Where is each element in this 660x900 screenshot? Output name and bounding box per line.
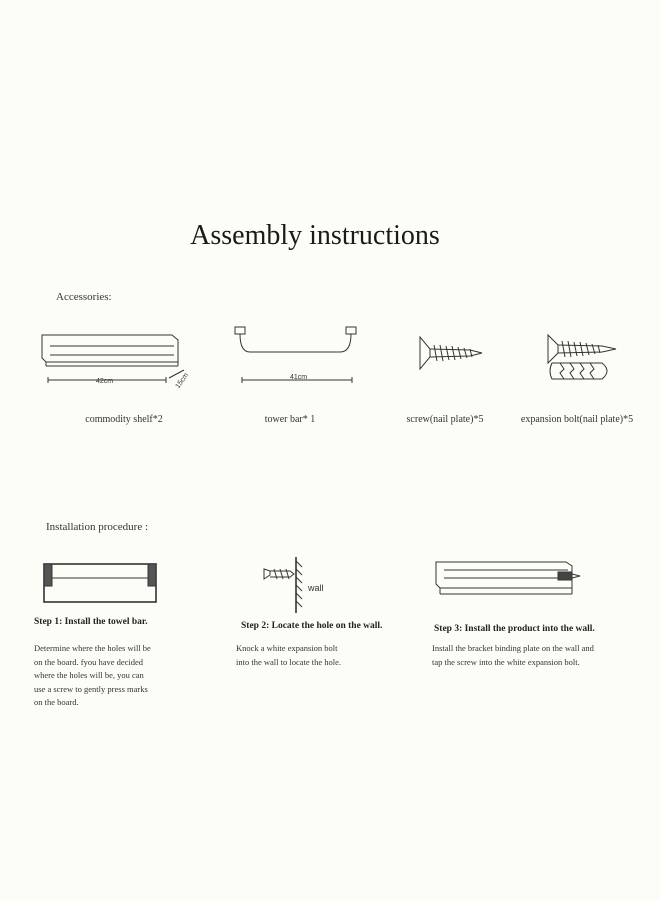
- step3-description: Install the bracket binding plate on the wall and tap the screw into the white expansion bolt.: [432, 643, 594, 667]
- step1-title: Step 1: Install the towel bar.: [34, 617, 148, 627]
- wall-label: wall: [308, 583, 324, 593]
- accessory-label-screw: screw(nail plate)*5: [406, 414, 484, 425]
- expansion-bolt-icon: [546, 333, 626, 388]
- step2-illustration: [260, 555, 350, 615]
- towel-bar-illustration: [228, 322, 368, 387]
- shelf-width-dimension: 42cm: [96, 378, 114, 385]
- accessories-heading: Accessories:: [56, 291, 112, 303]
- accessory-label-expansion-bolt: expansion bolt(nail plate)*5: [520, 414, 634, 425]
- commodity-shelf-illustration: [36, 330, 196, 395]
- accessory-label-shelf: commodity shelf*2: [85, 414, 163, 425]
- step1-description: Determine where the holes will be on the board. fyou have decided where the holes will be, you can use a screw to gently press marks on the board.: [34, 643, 151, 707]
- page-title: Assembly instructions: [190, 220, 440, 251]
- step2-title: Step 2: Locate the hole on the wall.: [241, 621, 383, 631]
- screw-icon: [418, 335, 488, 375]
- step2-description: Knock a white expansion bolt into the wall to locate the hole.: [236, 643, 342, 667]
- shelf-depth-dimension: 15cm: [174, 371, 191, 390]
- bar-width-dimension: 41cm: [290, 374, 308, 381]
- step3-title: Step 3: Install the product into the wall.: [434, 624, 595, 634]
- installation-heading: Installation procedure :: [46, 521, 149, 533]
- step3-illustration: [432, 558, 582, 603]
- step1-illustration: [40, 560, 165, 610]
- accessory-label-towel-bar: tower bar* 1: [264, 414, 316, 425]
